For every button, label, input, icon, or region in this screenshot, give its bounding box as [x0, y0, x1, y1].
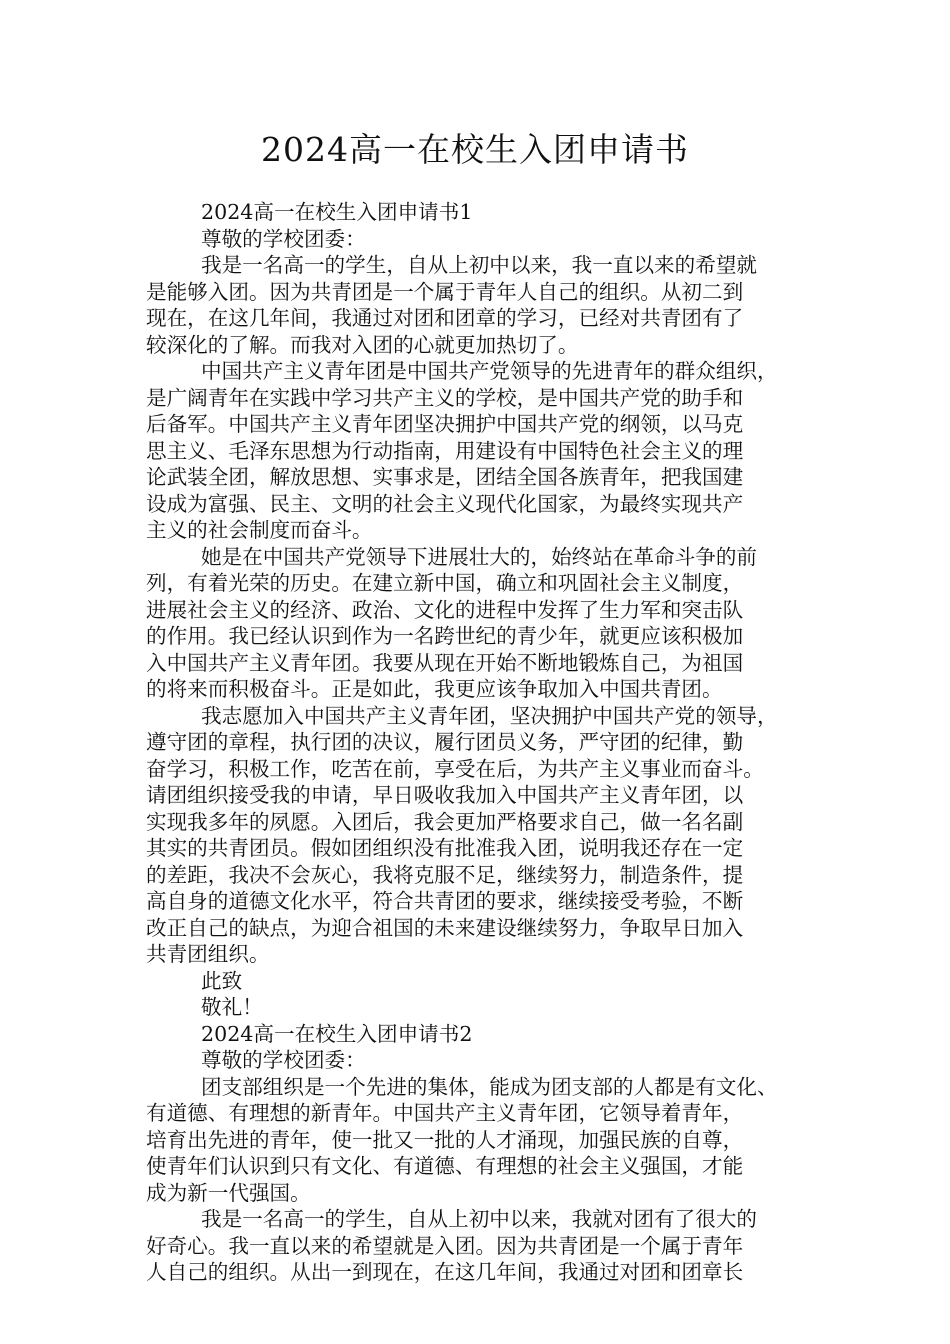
text-line: 设成为富强、民主、文明的社会主义现代化国家，为最终实现共产 [146, 491, 744, 516]
text-line: 我是一名高一的学生，自从上初中以来，我就对团有了很大的 [201, 1207, 758, 1231]
text-line: 是广阔青年在实践中学习共产主义的学校，是中国共产党的助手和 [146, 385, 744, 410]
text-line: 的作用。我已经认识到作为一名跨世纪的青少年，就更应该积极加 [146, 624, 744, 648]
text-line: 2024高一在校生入团申请书1 [201, 200, 473, 224]
text-line: 是能够入团。因为共青团是一个属于青年人自己的组织。从初二到 [146, 279, 744, 304]
text-line: 2024高一在校生入团申请书2 [201, 1021, 473, 1046]
text-line: 敬礼！ [201, 995, 263, 1019]
text-line: 中国共产主义青年团是中国共产党领导的先进青年的群众组织， [201, 359, 778, 383]
text-line: 好奇心。我一直以来的希望就是入团。因为共青团是一个属于青年 [146, 1233, 744, 1258]
text-line: 后备军。中国共产主义青年团坚决拥护中国共产党的纲领，以马克 [146, 412, 744, 436]
document-body [146, 199, 818, 1286]
text-line: 我是一名高一的学生，自从上初中以来，我一直以来的希望就 [201, 253, 758, 277]
text-line: 进展社会主义的经济、政治、文化的进程中发挥了生力军和突击队 [146, 597, 744, 622]
text-line: 实现我多年的夙愿。入团后，我会更加严格要求自己，做一名名副 [146, 809, 744, 834]
text-line: 主义的社会制度而奋斗。 [146, 518, 373, 542]
text-line: 论武装全团，解放思想、实事求是，团结全国各族青年，把我国建 [146, 465, 744, 489]
text-line: 其实的共青团员。假如团组织没有批准我入团，说明我还存在一定 [146, 836, 744, 860]
text-line: 此致 [201, 968, 243, 993]
text-line: 尊敬的学校团委： [201, 226, 366, 251]
text-line: 奋学习，积极工作，吃苦在前，享受在后，为共产主义事业而奋斗。 [146, 756, 764, 781]
text-line: 我志愿加入中国共产主义青年团，坚决拥护中国共产党的领导， [201, 703, 778, 728]
text-line: 使青年们认识到只有文化、有道德、有理想的社会主义强国，才能 [146, 1154, 744, 1178]
text-line: 培育出先进的青年，使一批又一批的人才涌现，加强民族的自尊， [146, 1127, 744, 1152]
text-line: 团支部组织是一个先进的集体，能成为团支部的人都是有文化、 [201, 1074, 778, 1099]
text-line: 列，有着光荣的历史。在建立新中国，确立和巩固社会主义制度， [146, 571, 744, 595]
text-line: 请团组织接受我的申请，早日吸收我加入中国共产主义青年团，以 [146, 783, 744, 807]
text-line: 有道德、有理想的新青年。中国共产主义青年团，它领导着青年， [146, 1101, 744, 1125]
text-line: 成为新一代强国。 [146, 1180, 311, 1205]
text-line: 思主义、毛泽东思想为行动指南，用建设有中国特色社会主义的理 [146, 438, 744, 463]
text-line: 的将来而积极奋斗。正是如此，我更应该争取加入中国共青团。 [146, 677, 723, 701]
text-line: 现在，在这几年间，我通过对团和团章的学习，已经对共青团有了 [146, 306, 744, 330]
text-line: 的差距，我决不会灰心，我将克服不足，继续努力，制造条件，提 [146, 862, 744, 887]
text-line: 她是在中国共产党领导下进展壮大的，始终站在革命斗争的前 [201, 544, 758, 569]
text-line: 尊敬的学校团委： [201, 1048, 366, 1072]
text-line: 遵守团的章程，执行团的决议，履行团员义务，严守团的纪律，勤 [146, 730, 744, 754]
text-line: 入中国共产主义青年团。我要从现在开始不断地锻炼自己，为祖国 [146, 650, 744, 675]
text-line: 改正自己的缺点，为迎合祖国的未来建设继续努力，争取早日加入 [146, 915, 744, 940]
text-line: 较深化的了解。而我对入团的心就更加热切了。 [146, 332, 579, 357]
text-line: 共青团组织。 [146, 942, 270, 966]
text-line: 人自己的组织。从出一到现在，在这几年间，我通过对团和团章长 [146, 1260, 744, 1284]
text-line: 高自身的道德文化水平，符合共青团的要求，继续接受考验，不断 [146, 889, 744, 913]
document-title: 2024高一在校生入团申请书 [261, 130, 689, 169]
